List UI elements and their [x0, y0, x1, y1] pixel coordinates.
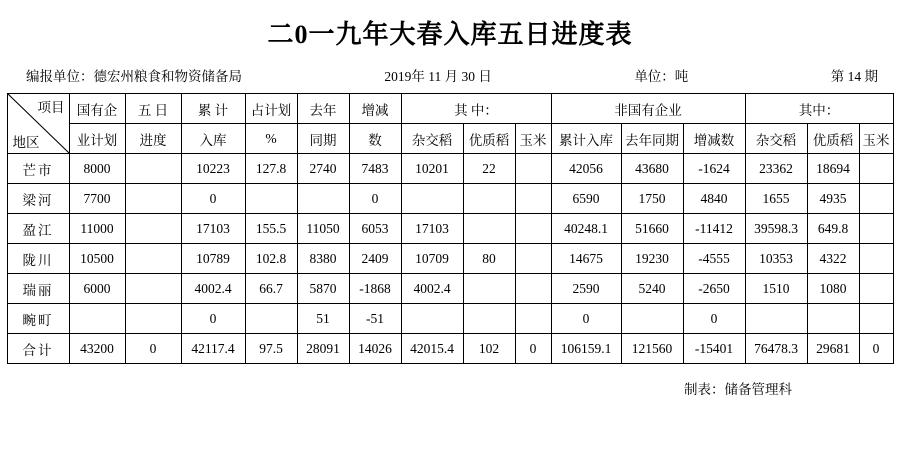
cell: 155.5 — [245, 214, 297, 244]
cell — [515, 154, 551, 184]
col-header-hybrid-rice-state: 杂交稻 — [401, 124, 463, 154]
cell: 2590 — [551, 274, 621, 304]
row-area-label: 畹町 — [7, 304, 69, 334]
col-header-state-plan-line2: 业计划 — [69, 124, 125, 154]
table-row — [7, 274, 893, 304]
cell: 0 — [515, 334, 551, 364]
cell — [859, 244, 893, 274]
cell: 43680 — [621, 154, 683, 184]
cell: -1624 — [683, 154, 745, 184]
cell: 4935 — [807, 184, 859, 214]
cell — [859, 304, 893, 334]
cell: 10709 — [401, 244, 463, 274]
cell: 0 — [181, 184, 245, 214]
cell: 42117.4 — [181, 334, 245, 364]
cell — [621, 304, 683, 334]
cell: 649.8 — [807, 214, 859, 244]
cell: 0 — [551, 304, 621, 334]
progress-table — [7, 93, 894, 364]
cell — [463, 214, 515, 244]
cell: 40248.1 — [551, 214, 621, 244]
cell: 11050 — [297, 214, 349, 244]
cell — [401, 304, 463, 334]
cell: 10789 — [181, 244, 245, 274]
cell: 14026 — [349, 334, 401, 364]
cell: -2650 — [683, 274, 745, 304]
cell: 4840 — [683, 184, 745, 214]
cell — [245, 304, 297, 334]
cell: 17103 — [181, 214, 245, 244]
cell: 4002.4 — [181, 274, 245, 304]
cell: 10223 — [181, 154, 245, 184]
row-area-label: 盈江 — [7, 214, 69, 244]
table-row — [7, 154, 893, 184]
cell: 80 — [463, 244, 515, 274]
col-header-corn-state: 玉米 — [515, 124, 551, 154]
row-area-label: 陇川 — [7, 244, 69, 274]
table-header-row-2 — [7, 124, 893, 154]
cell: 6053 — [349, 214, 401, 244]
cell: -4555 — [683, 244, 745, 274]
col-header-lastyear-line2: 同期 — [297, 124, 349, 154]
cell — [125, 244, 181, 274]
cell: 8380 — [297, 244, 349, 274]
cell: 17103 — [401, 214, 463, 244]
cell — [807, 304, 859, 334]
cell: 2740 — [297, 154, 349, 184]
meta-row — [26, 53, 882, 93]
cell: -1868 — [349, 274, 401, 304]
cell: -11412 — [683, 214, 745, 244]
corner-top-label: 项目 — [37, 100, 65, 115]
cell: 121560 — [621, 334, 683, 364]
cell: 5870 — [297, 274, 349, 304]
cell — [69, 304, 125, 334]
cell: 127.8 — [245, 154, 297, 184]
cell: 1750 — [621, 184, 683, 214]
reporting-unit — [26, 65, 242, 85]
cell: -51 — [349, 304, 401, 334]
table-row — [7, 184, 893, 214]
col-header-nonstate-cumulative: 累计入库 — [551, 124, 621, 154]
cell: 102.8 — [245, 244, 297, 274]
cell: 22 — [463, 154, 515, 184]
cell — [515, 274, 551, 304]
col-header-cumulative-line2: 入库 — [181, 124, 245, 154]
cell — [515, 214, 551, 244]
cell: 7700 — [69, 184, 125, 214]
cell: 6590 — [551, 184, 621, 214]
cell: 0 — [181, 304, 245, 334]
row-area-label: 合计 — [7, 334, 69, 364]
reporting-unit-value: 德宏州粮食和物资储备局 — [93, 69, 242, 84]
cell — [515, 244, 551, 274]
col-header-change-line2: 数 — [349, 124, 401, 154]
cell: 28091 — [297, 334, 349, 364]
cell: 106159.1 — [551, 334, 621, 364]
col-header-percent-line1: 占计划 — [245, 94, 297, 124]
cell: 7483 — [349, 154, 401, 184]
cell — [125, 154, 181, 184]
cell: 0 — [859, 334, 893, 364]
report-date: 2019年 11 月 30 日 — [384, 69, 492, 84]
cell — [463, 274, 515, 304]
cell — [859, 154, 893, 184]
col-header-corn-nonstate: 玉米 — [859, 124, 893, 154]
cell: -15401 — [683, 334, 745, 364]
row-area-label: 梁河 — [7, 184, 69, 214]
col-header-nonstate-change: 增减数 — [683, 124, 745, 154]
table-row-total — [7, 334, 893, 364]
cell — [125, 184, 181, 214]
cell: 102 — [463, 334, 515, 364]
footer-note: 制表：储备管理科 — [684, 382, 792, 397]
cell — [125, 304, 181, 334]
row-area-label: 瑞丽 — [7, 274, 69, 304]
cell: 19230 — [621, 244, 683, 274]
col-header-quality-rice-state: 优质稻 — [463, 124, 515, 154]
row-area-label: 芒市 — [7, 154, 69, 184]
page-title: 二0一九年大春入库五日进度表 — [267, 20, 633, 49]
col-header-state-plan-line1: 国有企 — [69, 94, 125, 124]
table-row — [7, 214, 893, 244]
col-header-hybrid-rice-nonstate: 杂交稻 — [745, 124, 807, 154]
cell: 42015.4 — [401, 334, 463, 364]
cell: 0 — [349, 184, 401, 214]
cell — [125, 214, 181, 244]
cell: 8000 — [69, 154, 125, 184]
col-header-five-day-line2: 进度 — [125, 124, 181, 154]
cell — [463, 304, 515, 334]
cell: 0 — [683, 304, 745, 334]
cell: 97.5 — [245, 334, 297, 364]
table-row — [7, 304, 893, 334]
cell: 6000 — [69, 274, 125, 304]
cell — [297, 184, 349, 214]
cell: 2409 — [349, 244, 401, 274]
col-header-change-line1: 增减 — [349, 94, 401, 124]
cell: 39598.3 — [745, 214, 807, 244]
corner-bottom-label: 地区 — [12, 135, 40, 150]
table-row — [7, 244, 893, 274]
issue-number: 第 14 期 — [830, 69, 878, 84]
group-header-nonstate-subtotal: 其中： — [745, 94, 893, 124]
cell: 10500 — [69, 244, 125, 274]
cell: 11000 — [69, 214, 125, 244]
group-header-nonstate: 非国有企业 — [551, 94, 745, 124]
group-header-state-subtotal: 其 中： — [401, 94, 551, 124]
cell: 66.7 — [245, 274, 297, 304]
cell — [463, 184, 515, 214]
cell: 43200 — [69, 334, 125, 364]
cell — [859, 184, 893, 214]
cell: 18694 — [807, 154, 859, 184]
reporting-unit-label: 编报单位： — [26, 69, 94, 84]
cell — [125, 274, 181, 304]
cell: 14675 — [551, 244, 621, 274]
cell: 29681 — [807, 334, 859, 364]
cell: 4322 — [807, 244, 859, 274]
cell: 23362 — [745, 154, 807, 184]
cell — [515, 304, 551, 334]
cell — [401, 184, 463, 214]
cell: 4002.4 — [401, 274, 463, 304]
cell: 51660 — [621, 214, 683, 244]
col-header-five-day-line1: 五 日 — [125, 94, 181, 124]
cell: 42056 — [551, 154, 621, 184]
col-header-cumulative-line1: 累 计 — [181, 94, 245, 124]
cell — [515, 184, 551, 214]
cell: 0 — [125, 334, 181, 364]
cell: 1510 — [745, 274, 807, 304]
cell: 51 — [297, 304, 349, 334]
table-header-row-1 — [7, 94, 893, 124]
cell: 5240 — [621, 274, 683, 304]
measure-unit: 单位：吨 — [634, 69, 689, 84]
cell: 10353 — [745, 244, 807, 274]
cell: 76478.3 — [745, 334, 807, 364]
col-header-lastyear-line1: 去年 — [297, 94, 349, 124]
cell — [245, 184, 297, 214]
col-header-percent-line2: % — [245, 124, 297, 154]
cell — [859, 214, 893, 244]
cell: 1655 — [745, 184, 807, 214]
cell — [745, 304, 807, 334]
col-header-nonstate-lastyear: 去年同期 — [621, 124, 683, 154]
corner-cell — [7, 94, 69, 154]
cell — [859, 274, 893, 304]
cell: 10201 — [401, 154, 463, 184]
col-header-quality-rice-nonstate: 优质稻 — [807, 124, 859, 154]
cell: 1080 — [807, 274, 859, 304]
